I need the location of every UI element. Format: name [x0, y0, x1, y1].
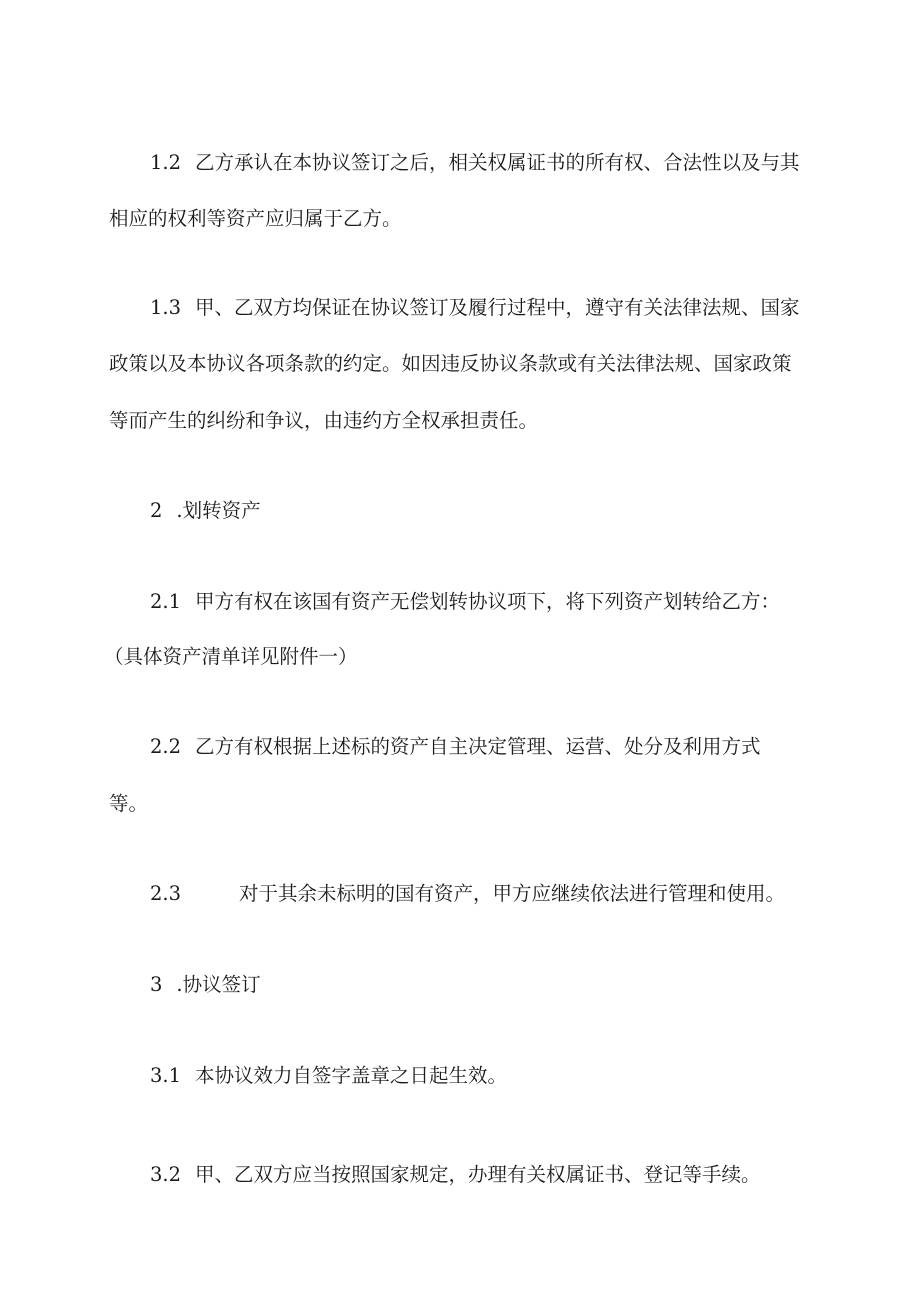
clause-2-2-line-2: 等。 — [109, 792, 149, 815]
clause-2-1-line-2: （具体资产清单详见附件一） — [104, 645, 358, 668]
clause-3-2-line-1 — [150, 1165, 761, 1185]
clause-3-1-line-1 — [150, 1066, 507, 1086]
section-number: 2 — [150, 499, 163, 522]
clause-text: 甲方有权在该国有资产无偿划转协议项下，将下列资产划转给乙方： — [195, 590, 781, 613]
clause-number: 2.2 — [150, 735, 182, 758]
section-title: .划转资产 — [176, 499, 261, 522]
clause-2-1-line-1 — [150, 592, 780, 612]
clause-2-3-line-1 — [150, 884, 785, 904]
clause-number: 1.3 — [150, 296, 182, 319]
section-3-heading — [150, 975, 261, 995]
section-number: 3 — [150, 973, 163, 996]
clause-number: 1.2 — [150, 151, 182, 174]
clause-number: 2.1 — [150, 590, 182, 613]
clause-1-3-line-3: 等而产生的纠纷和争议，由违约方全权承担责任。 — [109, 409, 539, 432]
clause-text: 对于其余未标明的国有资产，甲方应继续依法进行管理和使用。 — [239, 882, 786, 905]
clause-1-3-line-1 — [150, 298, 800, 318]
clause-1-3-line-2: 政策以及本协议各项条款的约定。如因违反协议条款或有关法律法规、国家政策 — [109, 352, 792, 375]
clause-number: 3.1 — [150, 1064, 182, 1087]
clause-2-2-line-1 — [150, 737, 761, 757]
clause-text: 甲、乙双方均保证在协议签订及履行过程中，遵守有关法律法规、国家 — [195, 296, 800, 319]
clause-number: 2.3 — [150, 882, 182, 905]
clause-1-2-line-1 — [150, 153, 800, 173]
section-2-heading — [150, 501, 261, 521]
clause-text: 乙方有权根据上述标的资产自主决定管理、运营、处分及利用方式 — [195, 735, 761, 758]
section-title: .协议签订 — [176, 973, 261, 996]
clause-text: 乙方承认在本协议签订之后，相关权属证书的所有权、合法性以及与其 — [195, 151, 800, 174]
clause-text: 本协议效力自签字盖章之日起生效。 — [195, 1064, 508, 1087]
clause-number: 3.2 — [150, 1163, 182, 1186]
clause-text: 甲、乙双方应当按照国家规定，办理有关权属证书、登记等手续。 — [195, 1163, 761, 1186]
clause-1-2-line-2: 相应的权利等资产应归属于乙方。 — [109, 207, 402, 230]
